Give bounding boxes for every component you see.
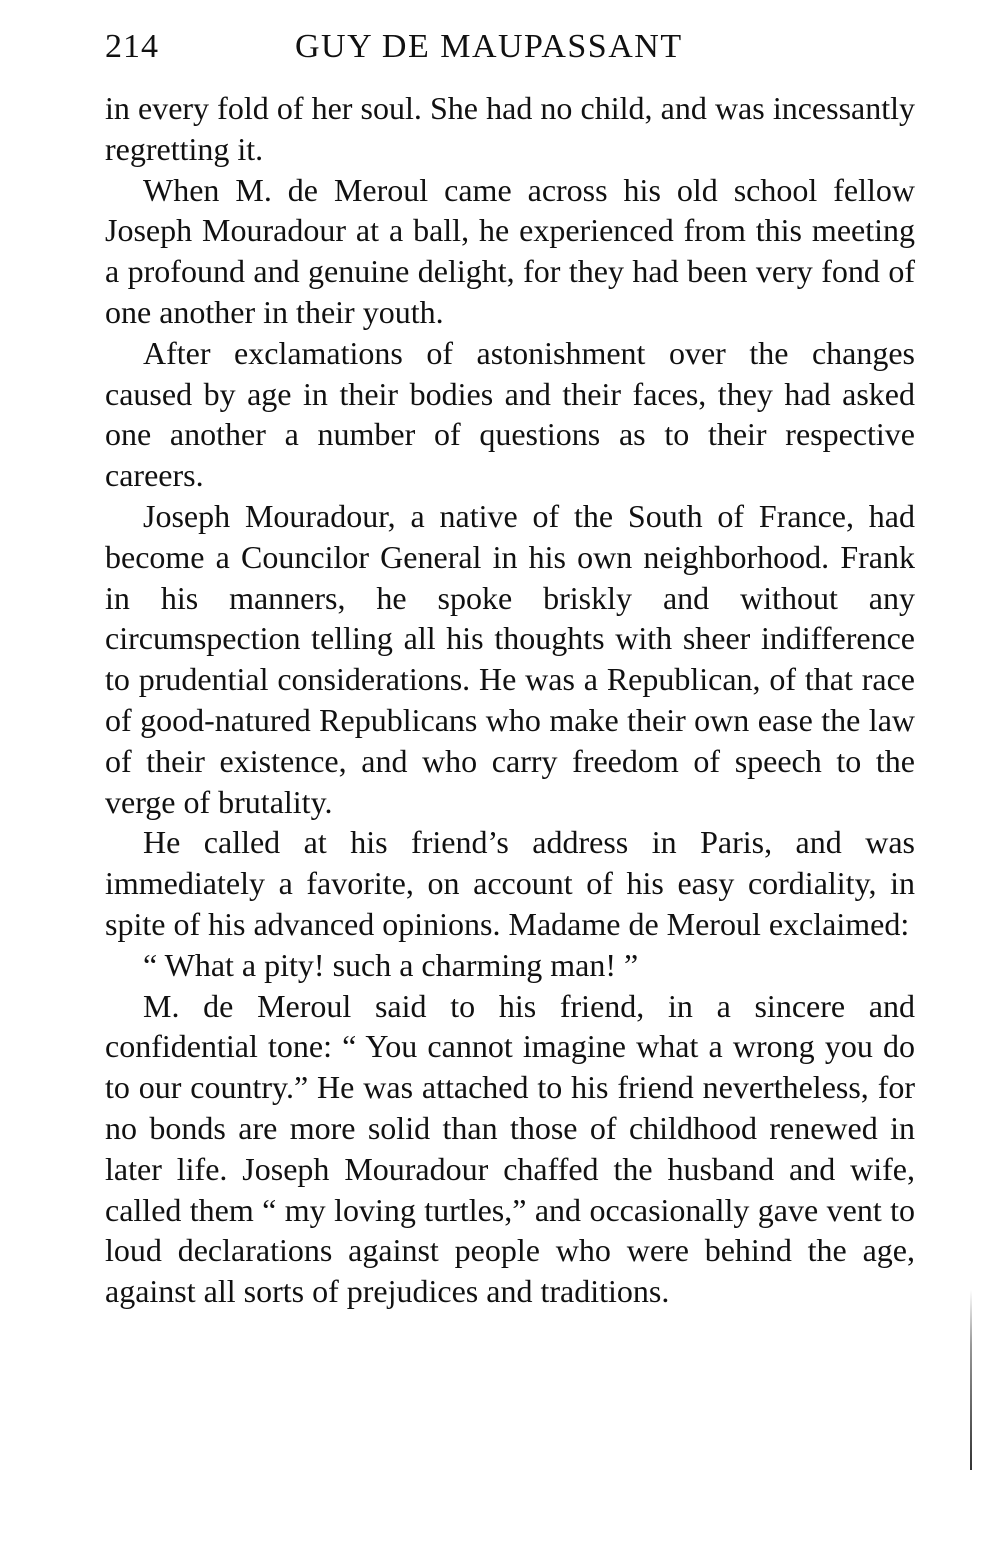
page-number: 214 <box>105 28 159 65</box>
paragraph: M. de Meroul said to his friend, in a sincere and confidential tone: “ You cannot imagine what a wrong you do to our country.” He was attached to his friend nevertheless, for no bonds are more solid than those of childhood renewed in later life. Joseph Mouradour chaffed the husband and wife, called them “ my loving turtles,” and occasionally gave vent to loud declarations against people who were behind the age, against all sorts of prejudices and traditions. <box>105 987 915 1310</box>
book-page <box>105 22 915 1312</box>
paragraph: When M. de Meroul came across his old school fellow Joseph Mouradour at a ball, he experienced from this meeting a profound and genuine delight, for they had been very fond of one another in their youth. <box>105 171 915 330</box>
paragraph: He called at his friend’s address in Paris, and was immediately a favorite, on account of his easy cordiality, in spite of his advanced opinions. Madame de Meroul exclaimed: <box>105 824 915 942</box>
body-text <box>105 88 915 1312</box>
running-title: GUY DE MAUPASSANT <box>295 28 683 65</box>
quoted-exclamation: “ What a pity! such a charming man! ” <box>143 946 639 983</box>
paragraph: Joseph Mouradour, a native of the South of France, had become a Councilor General in his own neighborhood. Frank in his manners, he spoke briskly and without any circumspection telling all his thoughts with sheer indifference to prudential considerations. He was a Republican, of that race of good-natured Republicans who make their own ease the law of their existence, and who carry freedom of speech to the verge of brutality. <box>105 497 915 820</box>
paragraph-continuation: in every fold of her soul. She had no child, and was incessantly regretting it. <box>105 90 915 167</box>
page-header <box>105 22 915 72</box>
paragraph: After exclamations of astonishment over the changes caused by age in their bodies and their faces, they had asked one another a number of questions as to their respective careers. <box>105 334 915 494</box>
scan-margin-line <box>970 1290 972 1470</box>
